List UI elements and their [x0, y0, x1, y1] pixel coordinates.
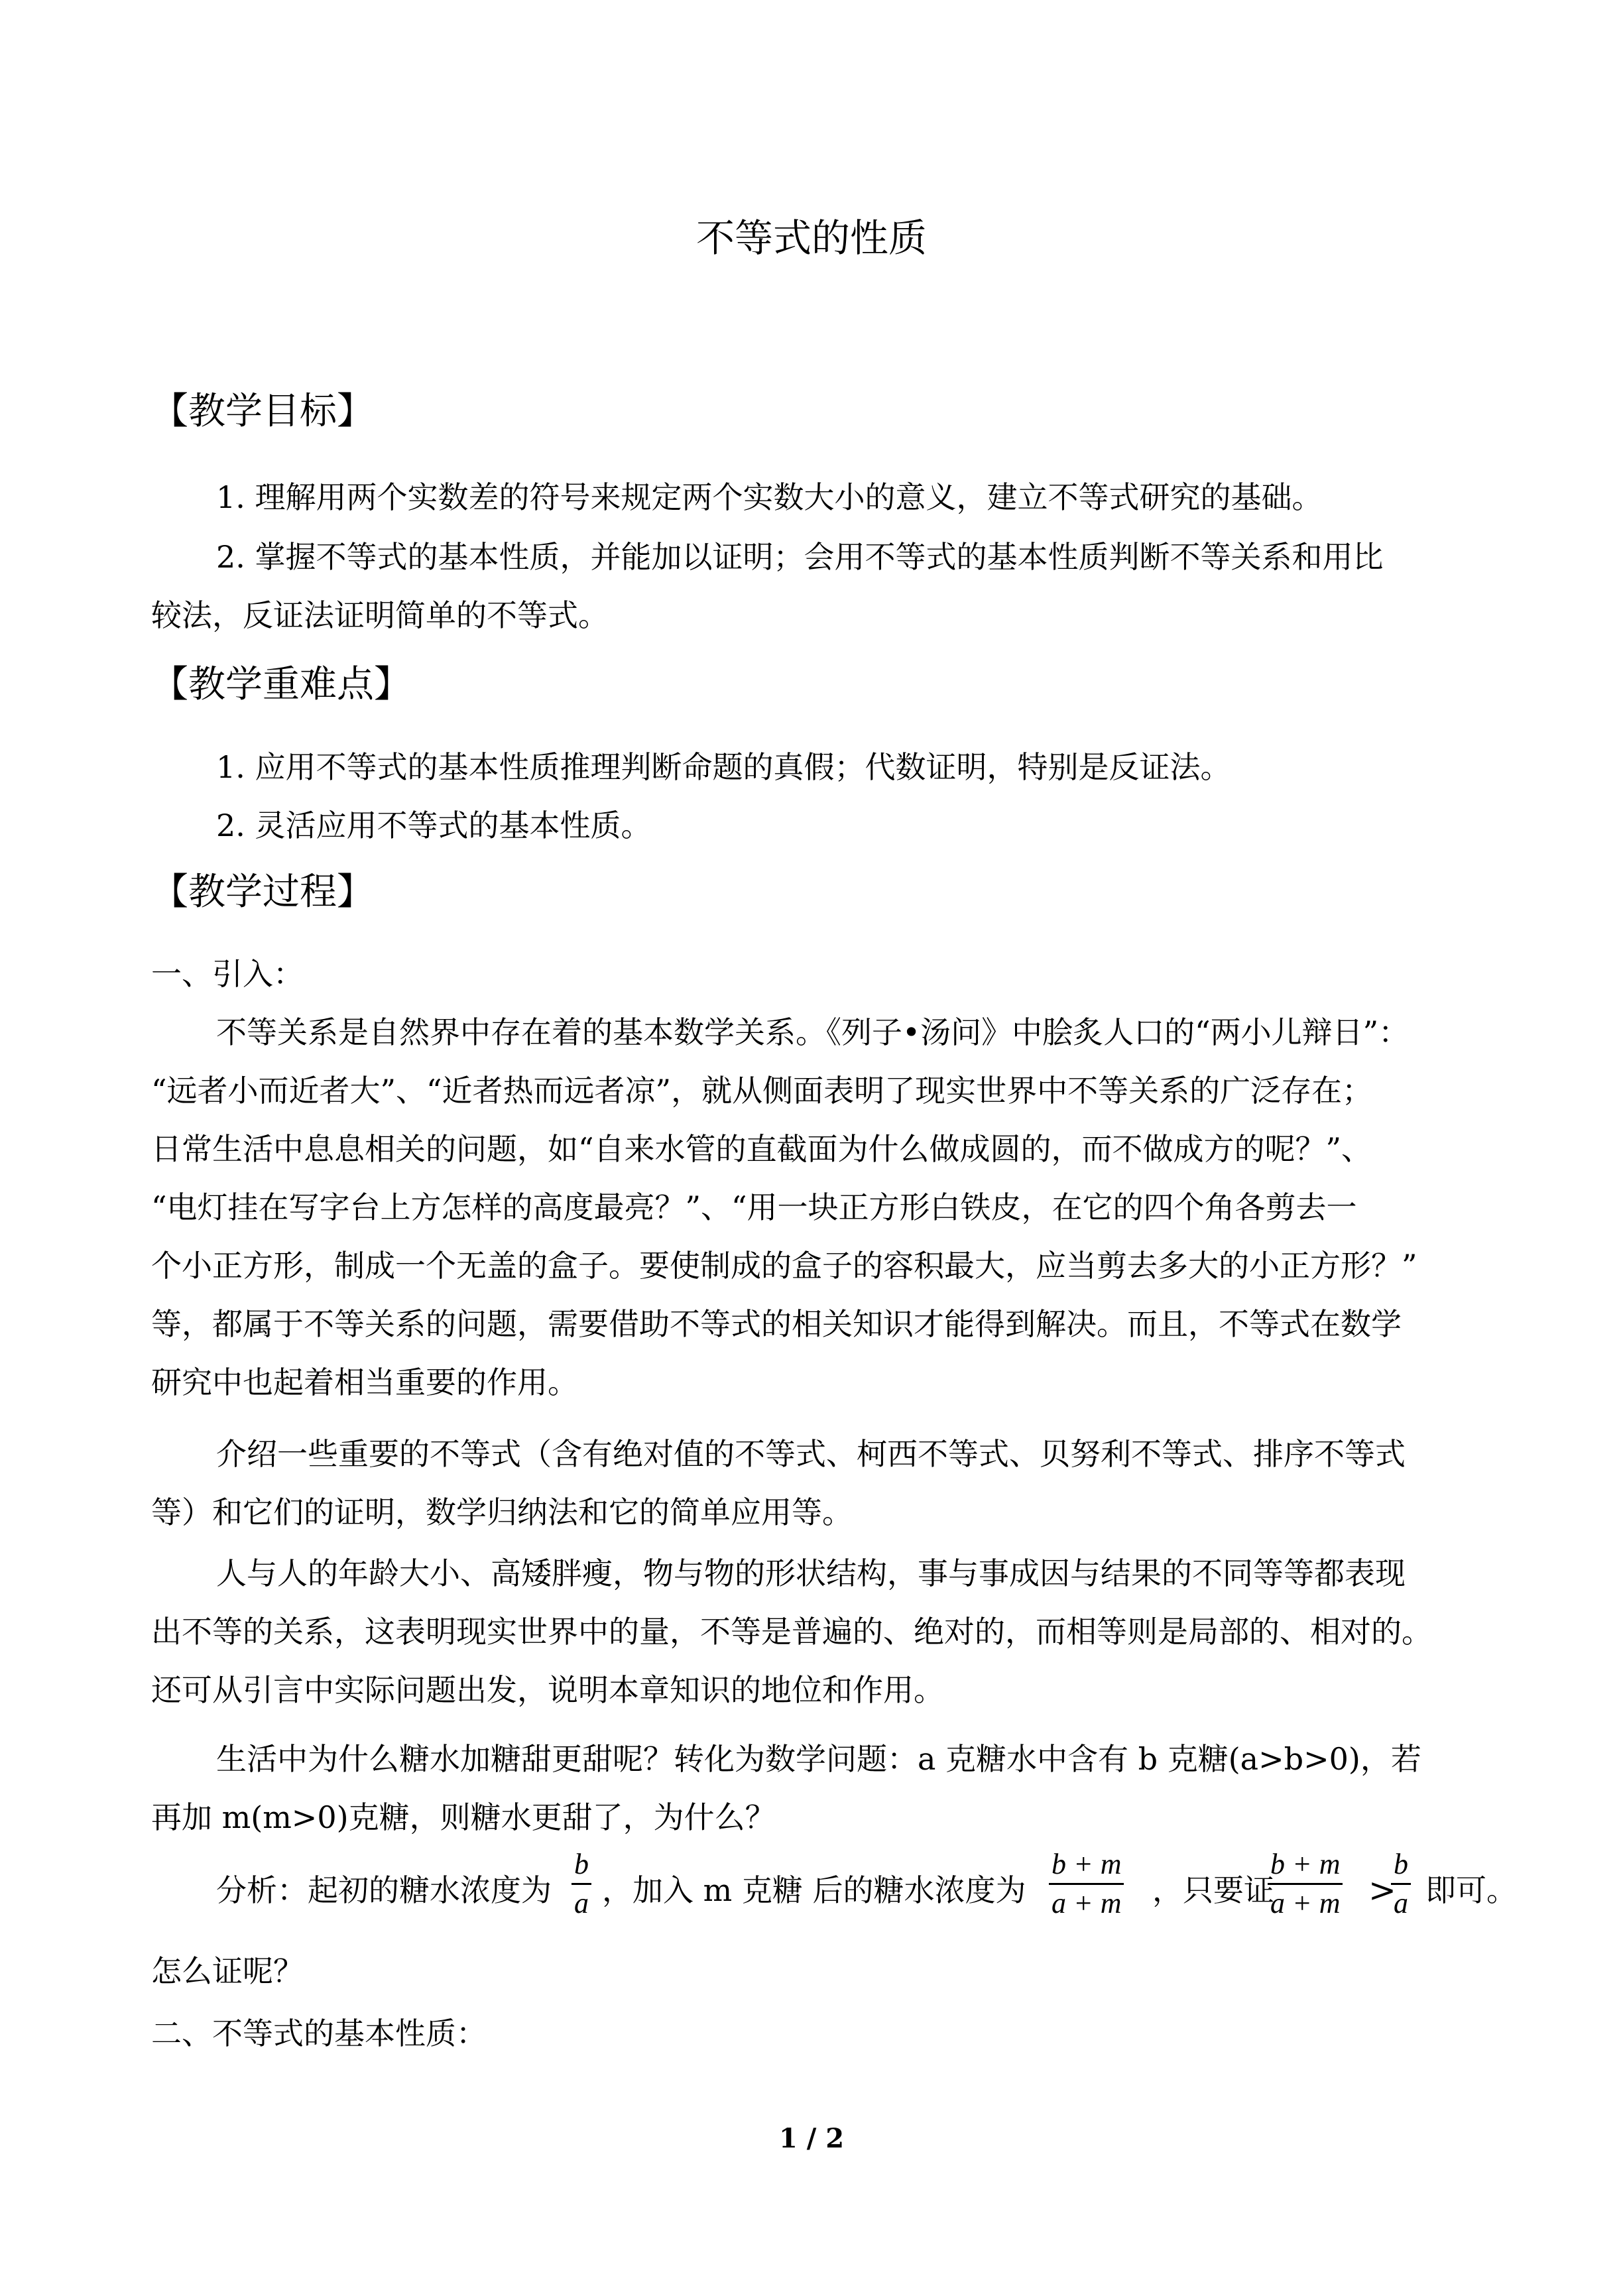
key-point-item-2: 2. 灵活应用不等式的基本性质。	[216, 808, 652, 843]
paragraph-line: 生活中为什么糖水加糖甜更甜呢？转化为数学问题：a 克糖水中含有 b 克糖(a>b>0)，若	[216, 1741, 1421, 1777]
paragraph-line: 介绍一些重要的不等式（含有绝对值的不等式、柯西不等式、贝努利不等式、排序不等式	[216, 1436, 1406, 1472]
objective-item-2-line-1: 2. 掌握不等式的基本性质，并能加以证明；会用不等式的基本性质判断不等关系和用比	[216, 539, 1384, 575]
analysis-text-1: 分析：起初的糖水浓度为	[216, 1872, 552, 1908]
analysis-text-2: ，加入 m 克糖 后的糖水浓度为	[602, 1872, 1026, 1908]
paragraph-line: 人与人的年龄大小、高矮胖瘦，物与物的形状结构，事与事成因与结果的不同等等都表现	[216, 1555, 1406, 1591]
fraction-bm-over-am	[1049, 1850, 1124, 1918]
how-to-prove: 怎么证呢？	[151, 1953, 304, 1989]
objective-item-2-line-2: 较法，反证法证明简单的不等式。	[151, 597, 609, 633]
greater-than-sign: >	[1368, 1871, 1396, 1909]
paragraph-line: 日常生活中息息相关的问题，如“自来水管的直截面为什么做成圆的，而不做成方的呢？”、	[151, 1131, 1372, 1167]
paragraph-line: 个小正方形，制成一个无盖的盒子。要使制成的盒子的容积最大，应当剪去多大的小正方形？”	[151, 1248, 1417, 1284]
fraction-denominator: a	[1394, 1887, 1408, 1919]
fraction-numerator: b	[1391, 1850, 1411, 1885]
fraction-numerator: b	[571, 1850, 591, 1885]
analysis-text-3: ，只要证	[1152, 1872, 1274, 1908]
paragraph-line: 研究中也起着相当重要的作用。	[151, 1364, 578, 1400]
fraction-denominator: a + m	[1270, 1887, 1341, 1919]
fraction-denominator: a	[574, 1887, 589, 1919]
paragraph-line: 还可从引言中实际问题出发，说明本章知识的地位和作用。	[151, 1672, 944, 1708]
fraction-b-over-a	[571, 1850, 591, 1918]
fraction-bm-over-am	[1268, 1850, 1343, 1918]
fraction-numerator: b + m	[1268, 1850, 1343, 1885]
part2-title: 二、不等式的基本性质：	[151, 2016, 487, 2051]
paragraph-line: 不等关系是自然界中存在着的基本数学关系。《列子•汤问》中脍炙人口的“两小儿辩日”：	[216, 1014, 1410, 1050]
paragraph-line: 出不等的关系，这表明现实世界中的量，不等是普遍的、绝对的，而相等则是局部的、相对的。	[151, 1614, 1432, 1650]
paragraph-line: 再加 m(m>0)克糖，则糖水更甜了，为什么？	[151, 1799, 776, 1835]
key-points-heading: 【教学重难点】	[151, 663, 411, 706]
fraction-numerator: b + m	[1049, 1850, 1124, 1885]
key-point-item-1: 1. 应用不等式的基本性质推理判断命题的真假；代数证明，特别是反证法。	[216, 749, 1231, 785]
process-heading: 【教学过程】	[151, 871, 374, 914]
fraction-b-over-a	[1391, 1850, 1411, 1918]
objectives-heading: 【教学目标】	[151, 390, 374, 433]
objective-item-1: 1. 理解用两个实数差的符号来规定两个实数大小的意义，建立不等式研究的基础。	[216, 479, 1323, 515]
paragraph-line: 等，都属于不等关系的问题，需要借助不等式的相关知识才能得到解决。而且，不等式在数学	[151, 1306, 1402, 1342]
paragraph-line: “远者小而近者大”、“近者热而远者凉”，就从侧面表明了现实世界中不等关系的广泛存在；	[151, 1073, 1373, 1109]
fraction-denominator: a + m	[1052, 1887, 1122, 1919]
paragraph-line: “电灯挂在写字台上方怎样的高度最亮？”、“用一块正方形白铁皮，在它的四个角各剪去一	[151, 1189, 1357, 1225]
page-number: 1 / 2	[778, 2123, 845, 2154]
analysis-text-4: 即可。	[1425, 1872, 1517, 1908]
part1-title: 一、引入：	[151, 956, 304, 992]
paragraph-line: 等）和它们的证明，数学归纳法和它的简单应用等。	[151, 1494, 853, 1530]
page-title: 不等式的性质	[695, 215, 927, 261]
